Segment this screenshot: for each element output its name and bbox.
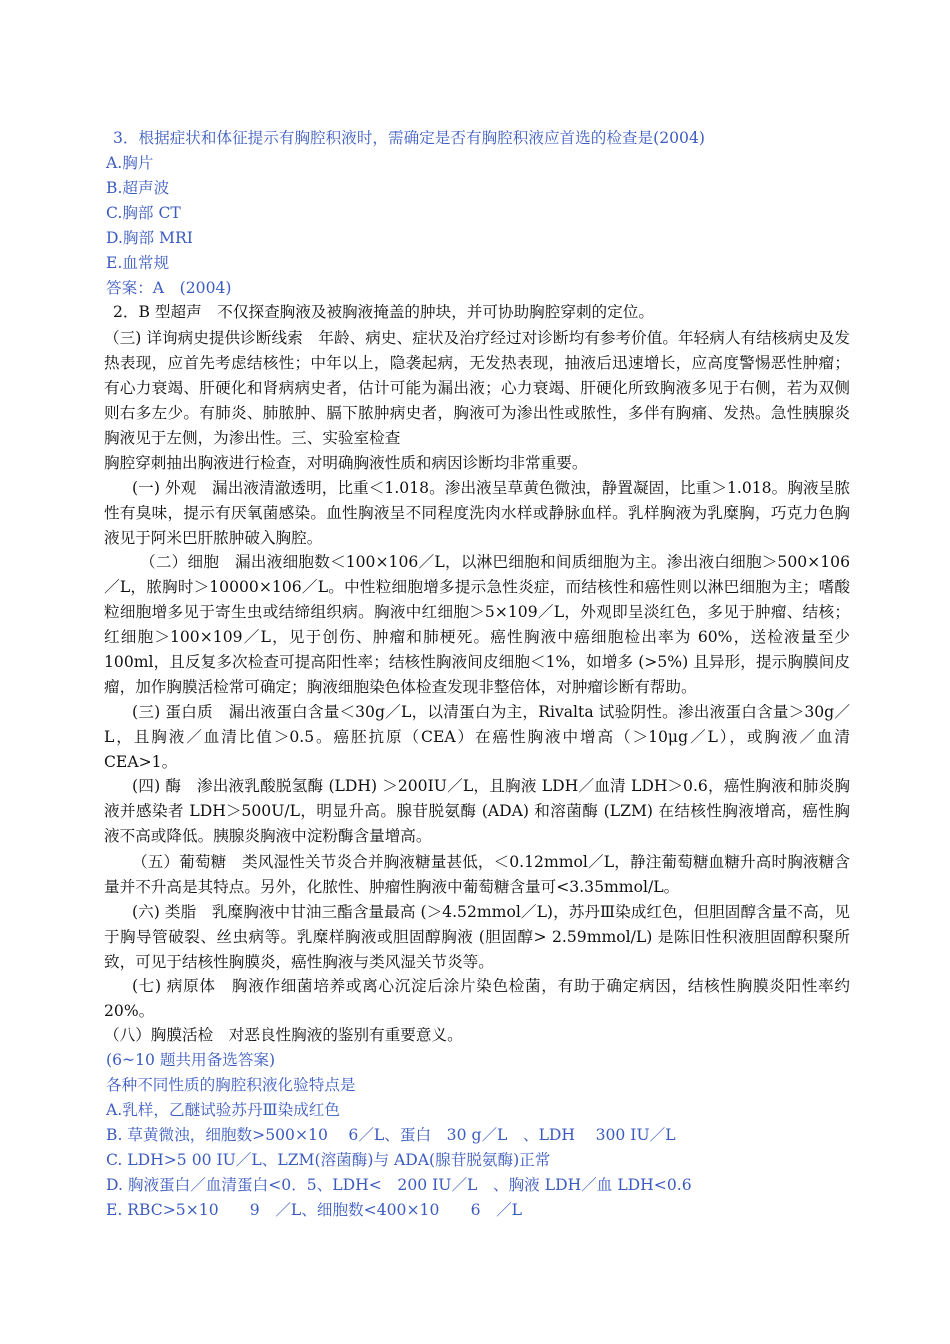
glucose-paragraph: （五）葡萄糖 类风湿性关节炎合并胸液糖量甚低，＜0.12mmol／L，静注葡萄糖血糖升高时胸液糖含量并不升高是其特点。另外，化脓性、肿瘤性胸液中葡萄糖含量可<3.35mmol/L。: [104, 853, 850, 896]
enzyme-paragraph: (四) 酶 渗出液乳酸脱氢酶 (LDH) ＞200IU／L，且胸液 LDH／血清 LDH＞0.6，癌性胸液和肺炎胸液并感染者 LDH＞500U/L，明显升高。腺苷脱氨酶 (ADA) 和溶菌酶 (LZM) 在结核性胸液增高，癌性胸液不高或降低。胰腺炎胸液中淀粉酶含量增高。: [104, 777, 850, 845]
option-b: B.超声波: [106, 179, 170, 197]
protein-paragraph: (三) 蛋白质 漏出液蛋白含量＜30g／L，以清蛋白为主，Rivalta 试验阴性。渗出液蛋白含量＞30g／L，且胸液／血清比值＞0.5。癌胚抗原（CEA）在癌性胸液中增高（＞10μg／L），或胸液／血清 CEA>1。: [104, 703, 850, 771]
lipid-paragraph: (六) 类脂 乳糜胸液中甘油三酯含量最高 (＞4.52mmol／L)，苏丹Ⅲ染成红色，但胆固醇含量不高，见于胸导管破裂、丝虫病等。乳糜样胸液或胆固醇胸液 (胆固醇> 2.59mmol/L) 是陈旧性积液胆固醇积聚所致，可见于结核性胸膜炎，癌性胸液与类风湿关节炎等。: [104, 903, 850, 971]
option-d: D.胸部 MRI: [106, 229, 193, 247]
question-3-stem: 3．根据症状和体征提示有胸腔积液时，需确定是否有胸腔积液应首选的检查是(2004): [113, 129, 705, 147]
pathogen-paragraph: (七) 病原体 胸液作细菌培养或离心沉淀后涂片染色检菌，有助于确定病因，结核性胸膜炎阳性率约 20%。: [104, 977, 850, 1020]
shared-option-e: E. RBC>5×10 9 ／L、细胞数<400×10 6 ／L: [106, 1201, 523, 1219]
option-c: C.胸部 CT: [106, 204, 181, 222]
shared-option-b: B. 草黄微浊，细胞数>500×10 6／L、蛋白 30 g／L 、LDH 300 IU／L: [106, 1126, 676, 1144]
biopsy-paragraph: （八）胸膜活检 对恶良性胸液的鉴别有重要意义。: [104, 1026, 463, 1044]
puncture-paragraph: 胸腔穿刺抽出胸液进行检查，对明确胸液性质和病因诊断均非常重要。: [104, 454, 588, 472]
shared-option-c: C. LDH>5 00 IU／L、LZM(溶菌酶)与 ADA(腺苷脱氨酶)正常: [106, 1151, 551, 1169]
option-a: A.胸片: [106, 154, 154, 172]
shared-options-header: (6~10 题共用备选答案): [106, 1051, 276, 1069]
appearance-paragraph: (一) 外观 漏出液清澈透明，比重＜1.018。渗出液呈草黄色微浊，静置凝固，比重＞1.018。胸液呈脓性有臭味，提示有厌氧菌感染。血性胸液呈不同程度洗肉水样或静脉血样。乳样胸液为乳糜胸，巧克力色胸液见于阿米巴肝脓肿破入胸腔。: [104, 479, 850, 547]
shared-option-a: A.乳样，乙醚试验苏丹Ⅲ染成红色: [106, 1101, 340, 1119]
answer: 答案：A (2004): [106, 279, 232, 297]
cells-paragraph: （二）细胞 漏出液细胞数＜100×106／L，以淋巴细胞和间质细胞为主。渗出液白细胞＞500×106／L，脓胸时＞10000×106／L。中性粒细胞增多提示急性炎症，而结核性和癌性则以淋巴细胞为主；嗜酸粒细胞增多见于寄生虫或结缔组织病。胸液中红细胞＞5×109／L，外观即呈淡红色，多见于肿瘤、结核；红细胞＞100×109／L，见于创伤、肿瘤和肺梗死。癌性胸液中癌细胞检出率为 60%，送检液量至少 100ml，且反复多次检查可提高阳性率；结核性胸液间皮细胞＜1%，如增多 (>5%) 且异形，提示胸膜间皮瘤，加作胸膜活检常可确定；胸液细胞染色体检查发现非整倍体，对肿瘤诊断有帮助。: [104, 553, 850, 696]
history-paragraph: （三) 详询病史提供诊断线索 年龄、病史、症状及治疗经过对诊断均有参考价值。年轻病人有结核病史及发热表现，应首先考虑结核性；中年以上，隐袭起病，无发热表现，抽液后迅速增长，应高度警惕恶性肿瘤；有心力衰竭、肝硬化和肾病病史者，估计可能为漏出液；心力衰竭、肝硬化所致胸液多见于右侧，若为双侧则右多左少。有肺炎、肺脓肿、膈下脓肿病史者，胸液可为渗出性或脓性，多伴有胸痛、发热。急性胰腺炎胸液见于左侧，为渗出性。三、实验室检查: [104, 329, 850, 447]
option-e: E.血常规: [106, 254, 170, 272]
ultrasound-paragraph: 2．B 型超声 不仅探查胸液及被胸液掩盖的肿块，并可协助胸腔穿刺的定位。: [113, 303, 654, 321]
shared-options-stem: 各种不同性质的胸腔积液化验特点是: [106, 1076, 356, 1094]
shared-option-d: D. 胸液蛋白／血清蛋白<0．5、LDH< 200 IU／L 、胸液 LDH／血 LDH<0.6: [106, 1176, 692, 1194]
